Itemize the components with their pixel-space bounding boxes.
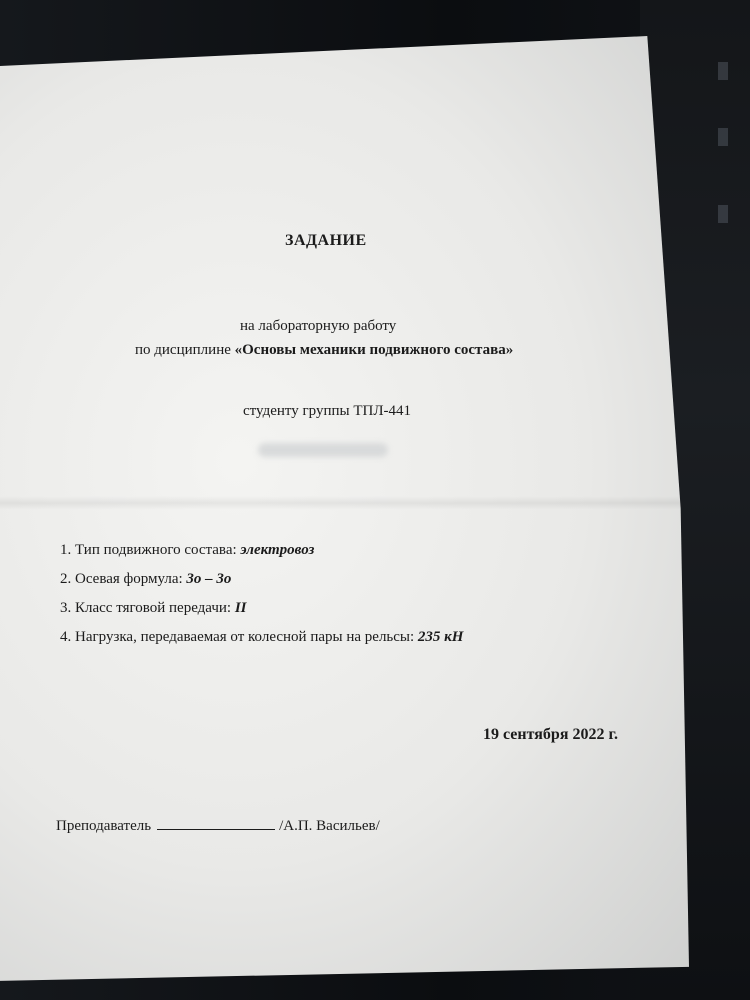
item-label: 4. Нагрузка, передаваемая от колесной пары на рельсы:: [60, 629, 418, 645]
document-date: 19 сентября 2022 г.: [483, 726, 618, 743]
item-value: 235 кН: [417, 629, 464, 645]
background-mark: [718, 62, 728, 80]
background-mark: [718, 128, 728, 146]
signature-label: Преподаватель: [56, 818, 152, 834]
item-value: II: [234, 600, 247, 616]
signature-name: /А.П. Васильев/: [279, 818, 380, 834]
background-mark: [718, 205, 728, 223]
item-value: 3о – 3о: [186, 571, 232, 587]
student-group: студенту группы ТПЛ-441: [243, 403, 411, 419]
document-subtitle: на лабораторную работу: [240, 318, 397, 334]
discipline-prefix: по дисциплине: [135, 342, 235, 358]
item-value: электровоз: [240, 542, 315, 558]
signature-row: [56, 817, 380, 835]
list-item: [60, 600, 463, 629]
redacted-student-name: [258, 443, 388, 457]
task-list: [60, 542, 463, 658]
document-title: ЗАДАНИЕ: [285, 232, 367, 249]
paper-sheet: [0, 36, 689, 981]
item-label: 3. Класс тяговой передачи:: [60, 600, 235, 616]
discipline-line: [135, 342, 513, 359]
signature-line: [157, 817, 275, 830]
list-item: [60, 571, 463, 600]
item-label: 2. Осевая формула:: [60, 571, 187, 587]
discipline-name: «Основы механики подвижного состава»: [234, 342, 514, 358]
item-label: 1. Тип подвижного состава:: [60, 542, 241, 558]
paper-fold: [0, 496, 689, 510]
list-item: [60, 542, 463, 571]
list-item: [60, 629, 463, 658]
